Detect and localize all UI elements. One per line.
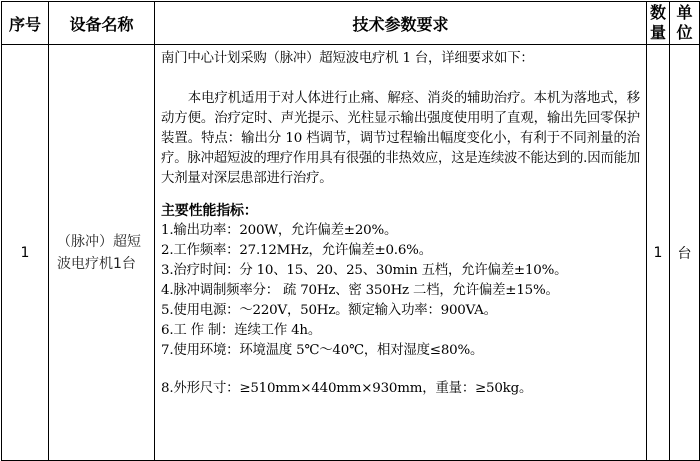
spec-item: 3.治疗时间：分 10、15、20、25、30min 五档，允许偏差±10%。 [161, 263, 568, 278]
equipment-name: （脉冲）超短波电疗机1台 [49, 45, 155, 461]
spec-item: 5.使用电源：～220V，50Hz。额定输入功率：900VA。 [161, 303, 497, 318]
header-spec: 技术参数要求 [155, 2, 647, 45]
spec-item: 2.工作频率：27.12MHz，允许偏差±0.6%。 [161, 243, 432, 258]
row-qty: 1 [647, 45, 670, 461]
row-unit: 台 [670, 45, 700, 461]
header-index: 序号 [2, 2, 49, 45]
spec-main-title: 主要性能指标： [161, 203, 258, 219]
spec-item: 1.输出功率：200W，允许偏差±20%。 [161, 223, 398, 238]
header-row [2, 2, 700, 45]
table-row [2, 45, 700, 461]
header-unit: 单位 [670, 2, 700, 45]
spec-cell [155, 45, 647, 461]
header-qty: 数量 [647, 2, 670, 45]
spec-item: 6.工 作 制：连续工作 4h。 [161, 323, 322, 338]
spec-item: 7.使用环境：环境温度 5℃～40℃，相对湿度≤80%。 [161, 343, 484, 358]
spec-item: 4.脉冲调制频率分： 疏 70Hz、密 350Hz 二档，允许偏差±15%。 [161, 283, 559, 298]
spec-item: 8.外形尺寸：≥510mm×440mm×930mm，重量：≥50kg。 [161, 381, 533, 396]
spec-description: 本电疗机适用于对人体进行止痛、解痉、消炎的辅助治疗。本机为落地式，移动方便。治疗定时、声光提示、光柱显示输出强度使用明了直观，输出先回零保护装置。特点：输出分 10 档调节，调节过程输出幅度变化小，有利于不同剂量的治疗。脉冲超短波的理疗作用具有很强的非热效应，这是连续波不能达到的.因而能加大剂量对深层患部进行治疗。 [161, 91, 640, 186]
header-name: 设备名称 [49, 2, 155, 45]
row-index: 1 [2, 45, 49, 461]
spec-intro: 南门中心计划采购（脉冲）超短波电疗机 1 台，详细要求如下： [161, 51, 534, 66]
procurement-table [1, 1, 700, 461]
